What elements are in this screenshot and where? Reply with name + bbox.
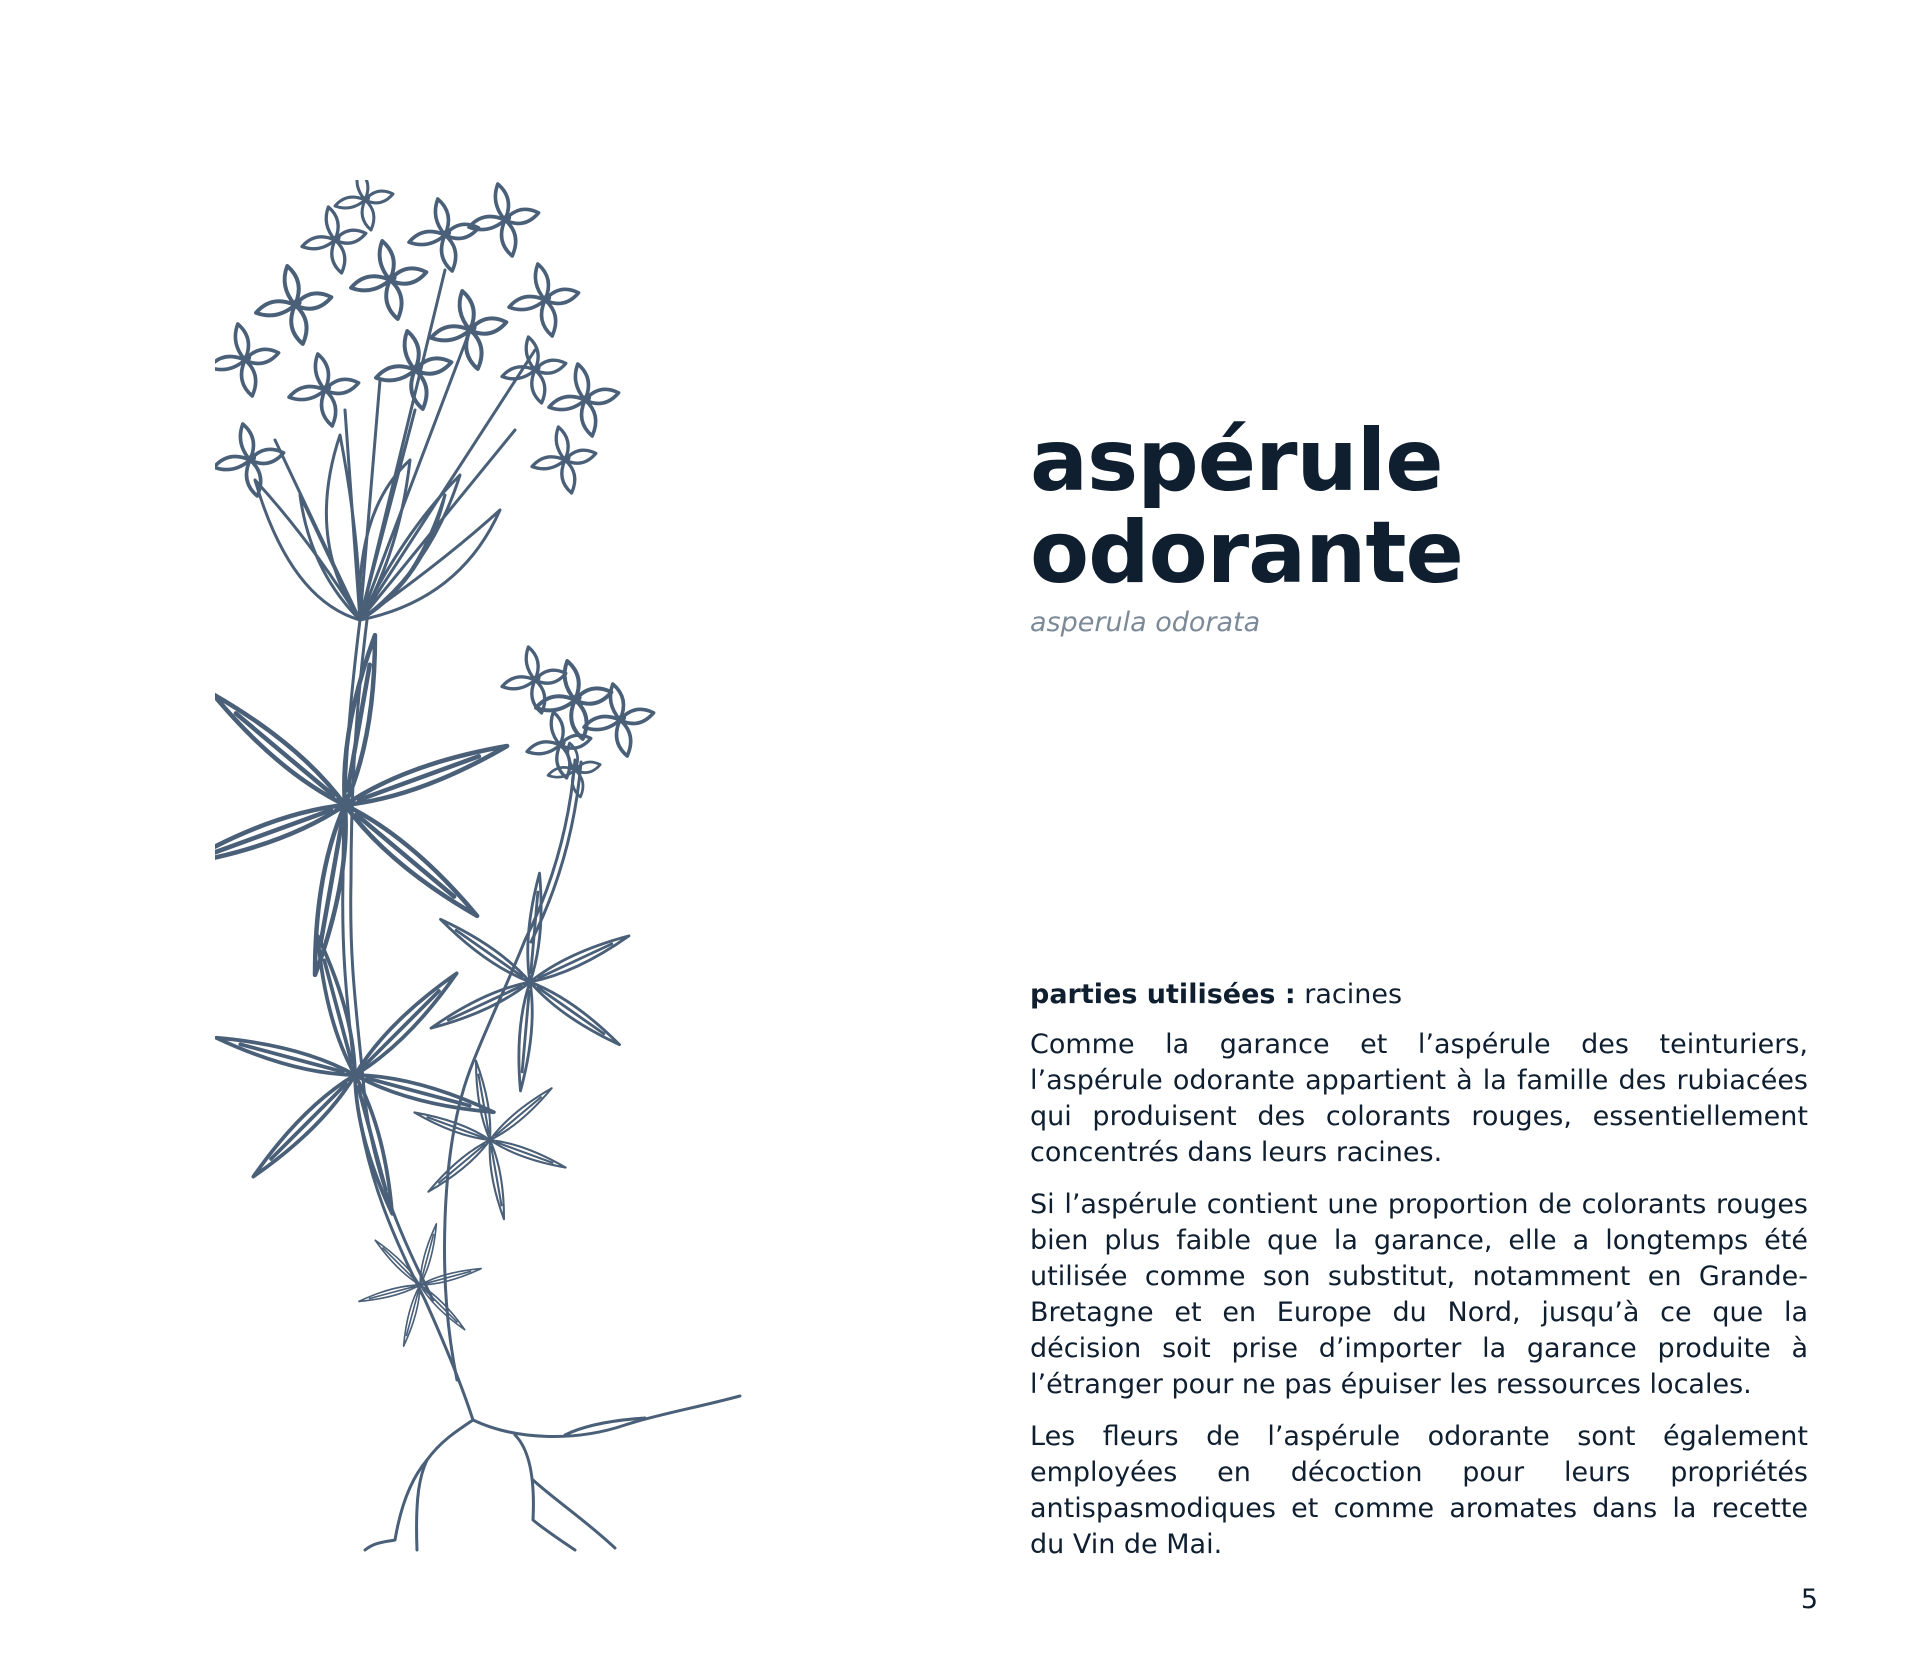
paragraph-1: Comme la garance et l’aspérule des teinturiers, l’aspérule odorante appartient à la famille des rubiacées qui produisent des colorants rouges, essentiellement concentrés dans leurs racines. bbox=[1030, 1029, 1808, 1168]
title-line-1: aspérule bbox=[1030, 411, 1443, 511]
latin-name: asperula odorata bbox=[1030, 607, 1261, 638]
page-title bbox=[1030, 411, 1830, 603]
parts-used-label: parties utilisées : bbox=[1030, 979, 1296, 1010]
title-line-2: odorante bbox=[1030, 503, 1463, 603]
paragraph-2: Si l’aspérule contient une proportion de colorants rouges bien plus faible que la garance, elle a longtemps été utilisée comme son substitut, notamment en Grande-Bretagne et en Europe du Nord, jusqu’à ce que la décision soit prise d’importer la garance produite à l’étranger pour ne pas épuiser les ressources locales. bbox=[1030, 1189, 1808, 1400]
page-number: 5 bbox=[1800, 1584, 1818, 1615]
parts-used bbox=[1030, 977, 1808, 1013]
text-block bbox=[1030, 977, 1808, 1579]
title-block bbox=[1030, 411, 1830, 638]
woodruff-plant-illustration bbox=[215, 180, 825, 1570]
paragraph-3: Les fleurs de l’aspérule odorante sont également employées en décoction pour leurs propriétés antispasmodiques et comme aromates dans la recette du Vin de Mai. bbox=[1030, 1421, 1808, 1560]
parts-used-value: racines bbox=[1304, 979, 1403, 1010]
